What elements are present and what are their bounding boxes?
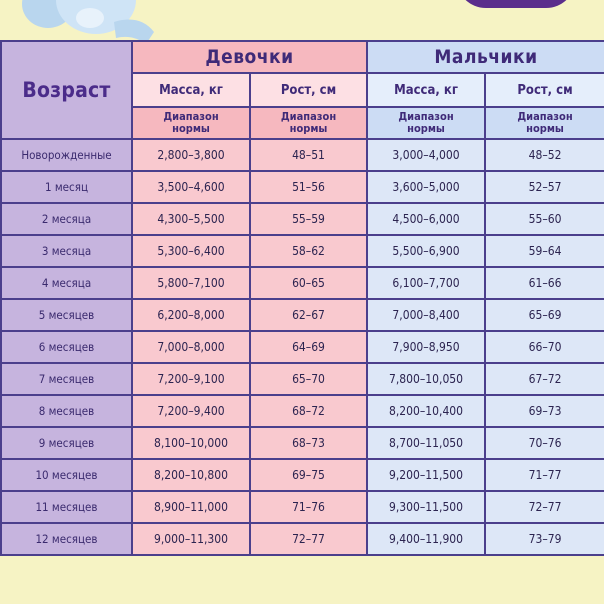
girls-height-cell: 55–59 bbox=[250, 203, 367, 235]
table-row bbox=[1, 427, 604, 459]
table-row bbox=[1, 363, 604, 395]
girls-mass-cell: 5,300–6,400 bbox=[132, 235, 250, 267]
range-label-line1: Диапазон bbox=[398, 110, 454, 123]
girls-mass-cell: 6,200–8,000 bbox=[132, 299, 250, 331]
girls-mass-cell: 7,200–9,400 bbox=[132, 395, 250, 427]
table-row bbox=[1, 235, 604, 267]
girls-mass-cell: 9,000–11,300 bbox=[132, 523, 250, 555]
age-cell: 3 месяца bbox=[1, 235, 132, 267]
range-label-line2: нормы bbox=[407, 122, 445, 135]
table-row bbox=[1, 139, 604, 171]
age-cell: 10 месяцев bbox=[1, 459, 132, 491]
girls-mass-header: Масса, кг bbox=[132, 73, 250, 107]
boys-height-cell: 55–60 bbox=[485, 203, 604, 235]
table-row bbox=[1, 523, 604, 555]
age-cell: 7 месяцев bbox=[1, 363, 132, 395]
boys-header: Мальчики bbox=[367, 41, 604, 73]
boys-mass-cell: 7,000–8,400 bbox=[367, 299, 485, 331]
boys-mass-cell: 9,400–11,900 bbox=[367, 523, 485, 555]
range-label-line2: нормы bbox=[289, 122, 328, 135]
girls-header: Девочки bbox=[132, 41, 367, 73]
girls-height-cell: 71–76 bbox=[250, 491, 367, 523]
age-cell: 1 месяц bbox=[1, 171, 132, 203]
girls-height-cell: 60–65 bbox=[250, 267, 367, 299]
table-row bbox=[1, 395, 604, 427]
boys-height-cell: 73–79 bbox=[485, 523, 604, 555]
girls-height-cell: 72–77 bbox=[250, 523, 367, 555]
boys-height-cell: 65–69 bbox=[485, 299, 604, 331]
age-cell: 9 месяцев bbox=[1, 427, 132, 459]
boys-height-cell: 52–57 bbox=[485, 171, 604, 203]
range-label-line2: нормы bbox=[526, 122, 564, 135]
girls-height-cell: 65–70 bbox=[250, 363, 367, 395]
range-label-line1: Диапазон bbox=[517, 110, 573, 123]
age-cell: 11 месяцев bbox=[1, 491, 132, 523]
age-cell: Новорожденные bbox=[1, 139, 132, 171]
boys-mass-header: Масса, кг bbox=[367, 73, 485, 107]
table-row bbox=[1, 331, 604, 363]
boys-mass-cell: 9,200–11,500 bbox=[367, 459, 485, 491]
girls-mass-cell: 4,300–5,500 bbox=[132, 203, 250, 235]
table-row bbox=[1, 491, 604, 523]
boys-mass-cell: 7,900–8,950 bbox=[367, 331, 485, 363]
girls-height-cell: 69–75 bbox=[250, 459, 367, 491]
girls-mass-cell: 7,000–8,000 bbox=[132, 331, 250, 363]
table-row bbox=[1, 459, 604, 491]
girls-mass-cell: 7,200–9,100 bbox=[132, 363, 250, 395]
boys-height-range-label bbox=[485, 107, 604, 139]
age-header: Возраст bbox=[1, 41, 132, 139]
range-label-line1: Диапазон bbox=[163, 110, 219, 123]
boys-height-cell: 67–72 bbox=[485, 363, 604, 395]
boys-height-cell: 61–66 bbox=[485, 267, 604, 299]
bear-mascot-icon bbox=[18, 0, 158, 44]
girls-height-cell: 62–67 bbox=[250, 299, 367, 331]
boys-height-cell: 66–70 bbox=[485, 331, 604, 363]
girls-mass-cell: 8,200–10,800 bbox=[132, 459, 250, 491]
boys-mass-cell: 4,500–6,000 bbox=[367, 203, 485, 235]
boys-mass-cell: 3,000–4,000 bbox=[367, 139, 485, 171]
girls-mass-cell: 2,800–3,800 bbox=[132, 139, 250, 171]
table-row bbox=[1, 299, 604, 331]
boys-mass-cell: 8,200–10,400 bbox=[367, 395, 485, 427]
girls-height-cell: 64–69 bbox=[250, 331, 367, 363]
table-row bbox=[1, 203, 604, 235]
boys-height-cell: 59–64 bbox=[485, 235, 604, 267]
boys-mass-cell: 9,300–11,500 bbox=[367, 491, 485, 523]
table-row bbox=[1, 171, 604, 203]
girls-height-range-label bbox=[250, 107, 367, 139]
age-cell: 8 месяцев bbox=[1, 395, 132, 427]
girls-height-cell: 58–62 bbox=[250, 235, 367, 267]
brand-badge bbox=[456, 0, 576, 8]
boys-mass-range-label bbox=[367, 107, 485, 139]
boys-mass-cell: 7,800–10,050 bbox=[367, 363, 485, 395]
boys-mass-cell: 6,100–7,700 bbox=[367, 267, 485, 299]
growth-table bbox=[0, 40, 604, 556]
boys-height-cell: 72–77 bbox=[485, 491, 604, 523]
boys-height-cell: 70–76 bbox=[485, 427, 604, 459]
girls-height-header: Рост, см bbox=[250, 73, 367, 107]
girls-mass-range-label bbox=[132, 107, 250, 139]
girls-height-cell: 68–73 bbox=[250, 427, 367, 459]
table-row bbox=[1, 267, 604, 299]
boys-mass-cell: 5,500–6,900 bbox=[367, 235, 485, 267]
girls-height-cell: 68–72 bbox=[250, 395, 367, 427]
girls-mass-cell: 3,500–4,600 bbox=[132, 171, 250, 203]
girls-mass-cell: 8,900–11,000 bbox=[132, 491, 250, 523]
girls-height-cell: 51–56 bbox=[250, 171, 367, 203]
boys-mass-cell: 3,600–5,000 bbox=[367, 171, 485, 203]
boys-height-cell: 71–77 bbox=[485, 459, 604, 491]
age-cell: 5 месяцев bbox=[1, 299, 132, 331]
range-label-line1: Диапазон bbox=[280, 110, 337, 123]
age-cell: 6 месяцев bbox=[1, 331, 132, 363]
girls-height-cell: 48–51 bbox=[250, 139, 367, 171]
boys-height-cell: 69–73 bbox=[485, 395, 604, 427]
age-cell: 12 месяцев bbox=[1, 523, 132, 555]
boys-height-header: Рост, см bbox=[485, 73, 604, 107]
age-cell: 2 месяца bbox=[1, 203, 132, 235]
age-cell: 4 месяца bbox=[1, 267, 132, 299]
girls-mass-cell: 8,100–10,000 bbox=[132, 427, 250, 459]
boys-height-cell: 48–52 bbox=[485, 139, 604, 171]
girls-mass-cell: 5,800–7,100 bbox=[132, 267, 250, 299]
boys-mass-cell: 8,700–11,050 bbox=[367, 427, 485, 459]
range-label-line2: нормы bbox=[172, 122, 210, 135]
